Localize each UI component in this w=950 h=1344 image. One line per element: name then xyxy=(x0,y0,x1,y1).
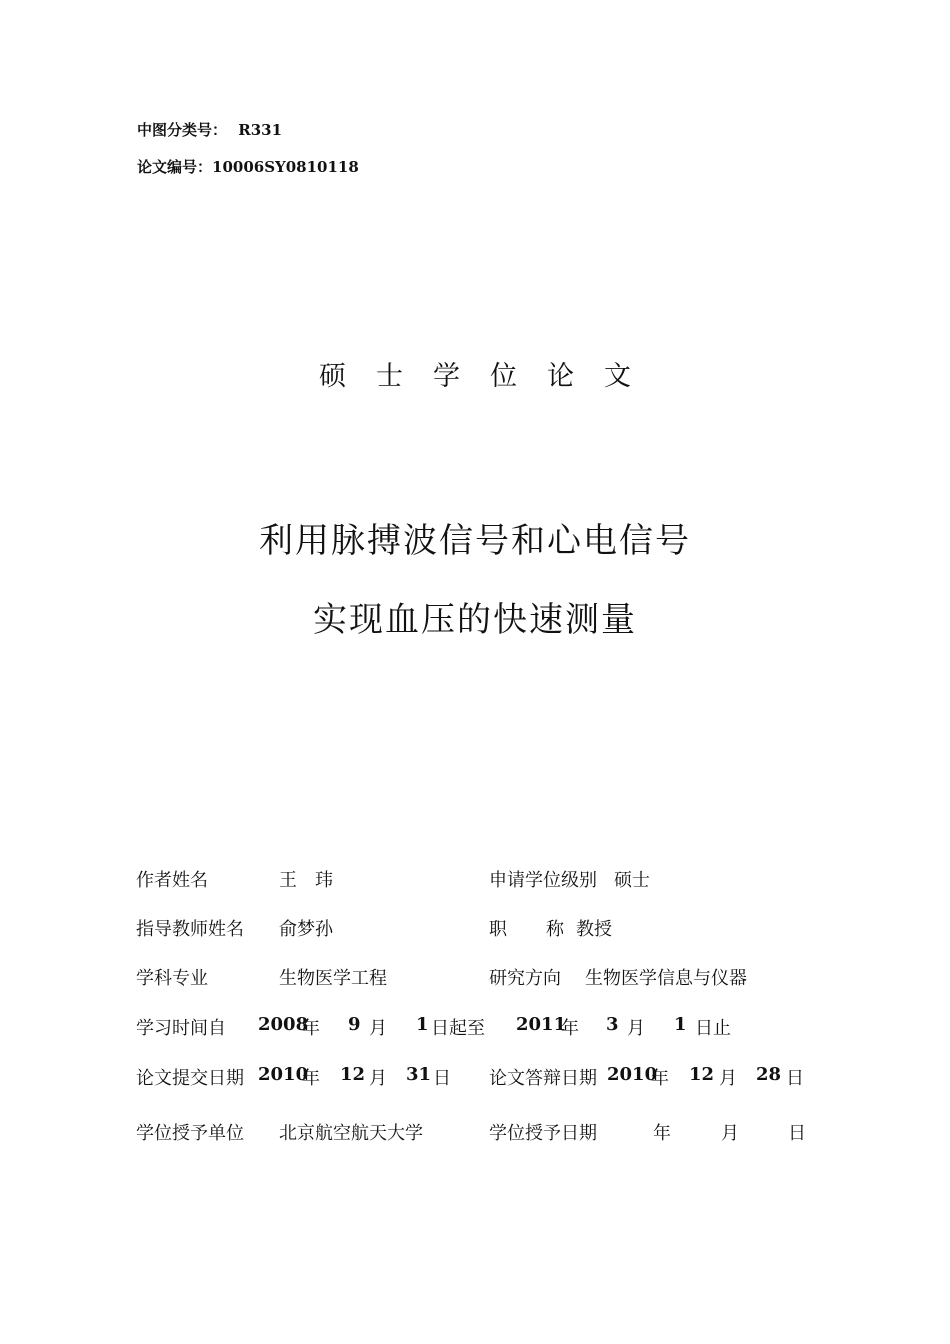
defense-year-unit: 年 xyxy=(651,1068,669,1089)
submit-year: 2010 xyxy=(258,1064,309,1085)
grant-unit-label: 学位授予单位 xyxy=(136,1123,244,1144)
study-period-label: 学习时间自 xyxy=(136,1018,226,1039)
defense-month-unit: 月 xyxy=(719,1068,737,1089)
grant-month-unit: 月 xyxy=(721,1123,739,1144)
submit-date-label: 论文提交日期 xyxy=(136,1068,244,1089)
defense-date-label: 论文答辩日期 xyxy=(489,1068,597,1089)
grant-day-unit: 日 xyxy=(788,1123,806,1144)
thesis-number-value: 10006SY0810118 xyxy=(212,158,359,176)
major-value: 生物医学工程 xyxy=(279,968,387,989)
submit-year-unit: 年 xyxy=(302,1068,320,1089)
classification-value: R331 xyxy=(238,121,283,139)
study-end-year-unit: 年 xyxy=(561,1018,579,1039)
degree-type-heading: 硕士学位论文 xyxy=(319,361,661,392)
thesis-number-label: 论文编号： xyxy=(137,158,213,176)
degree-level-value: 硕士 xyxy=(614,870,650,891)
title-value: 教授 xyxy=(576,919,612,940)
title-label-2: 称 xyxy=(546,919,564,940)
author-value: 王 玮 xyxy=(279,870,333,891)
grant-year-unit: 年 xyxy=(653,1123,671,1144)
study-end-month: 3 xyxy=(606,1014,619,1035)
study-start-year-unit: 年 xyxy=(302,1018,320,1039)
study-end-year: 2011 xyxy=(516,1014,567,1035)
defense-day: 28 xyxy=(756,1064,782,1085)
study-start-month-unit: 月 xyxy=(369,1018,387,1039)
direction-label: 研究方向 xyxy=(489,968,561,989)
title-label-1: 职 xyxy=(489,919,507,940)
study-start-month: 9 xyxy=(348,1014,361,1035)
study-to-word: 日止 xyxy=(695,1018,731,1039)
thesis-number xyxy=(137,156,359,177)
study-end-day: 1 xyxy=(674,1014,687,1035)
study-end-month-unit: 月 xyxy=(627,1018,645,1039)
grant-unit-value: 北京航空航天大学 xyxy=(279,1123,423,1144)
study-start-year: 2008 xyxy=(258,1014,309,1035)
submit-month-unit: 月 xyxy=(369,1068,387,1089)
thesis-title-line-2: 实现血压的快速测量 xyxy=(313,600,637,640)
degree-level-label: 申请学位级别 xyxy=(489,870,597,891)
submit-day-unit: 日 xyxy=(433,1068,451,1089)
advisor-label: 指导教师姓名 xyxy=(136,919,244,940)
defense-month: 12 xyxy=(689,1064,715,1085)
submit-day: 31 xyxy=(406,1064,432,1085)
study-from-word: 日起至 xyxy=(431,1018,485,1039)
defense-year: 2010 xyxy=(607,1064,658,1085)
study-start-day: 1 xyxy=(416,1014,429,1035)
classification-number xyxy=(137,119,282,140)
thesis-title-line-1: 利用脉搏波信号和心电信号 xyxy=(259,521,691,561)
advisor-value: 俞梦孙 xyxy=(279,919,333,940)
grant-date-label: 学位授予日期 xyxy=(489,1123,597,1144)
defense-day-unit: 日 xyxy=(786,1068,804,1089)
direction-value: 生物医学信息与仪器 xyxy=(585,968,747,989)
classification-label: 中图分类号： xyxy=(137,121,228,139)
major-label: 学科专业 xyxy=(136,968,208,989)
author-label: 作者姓名 xyxy=(136,870,208,891)
submit-month: 12 xyxy=(340,1064,366,1085)
